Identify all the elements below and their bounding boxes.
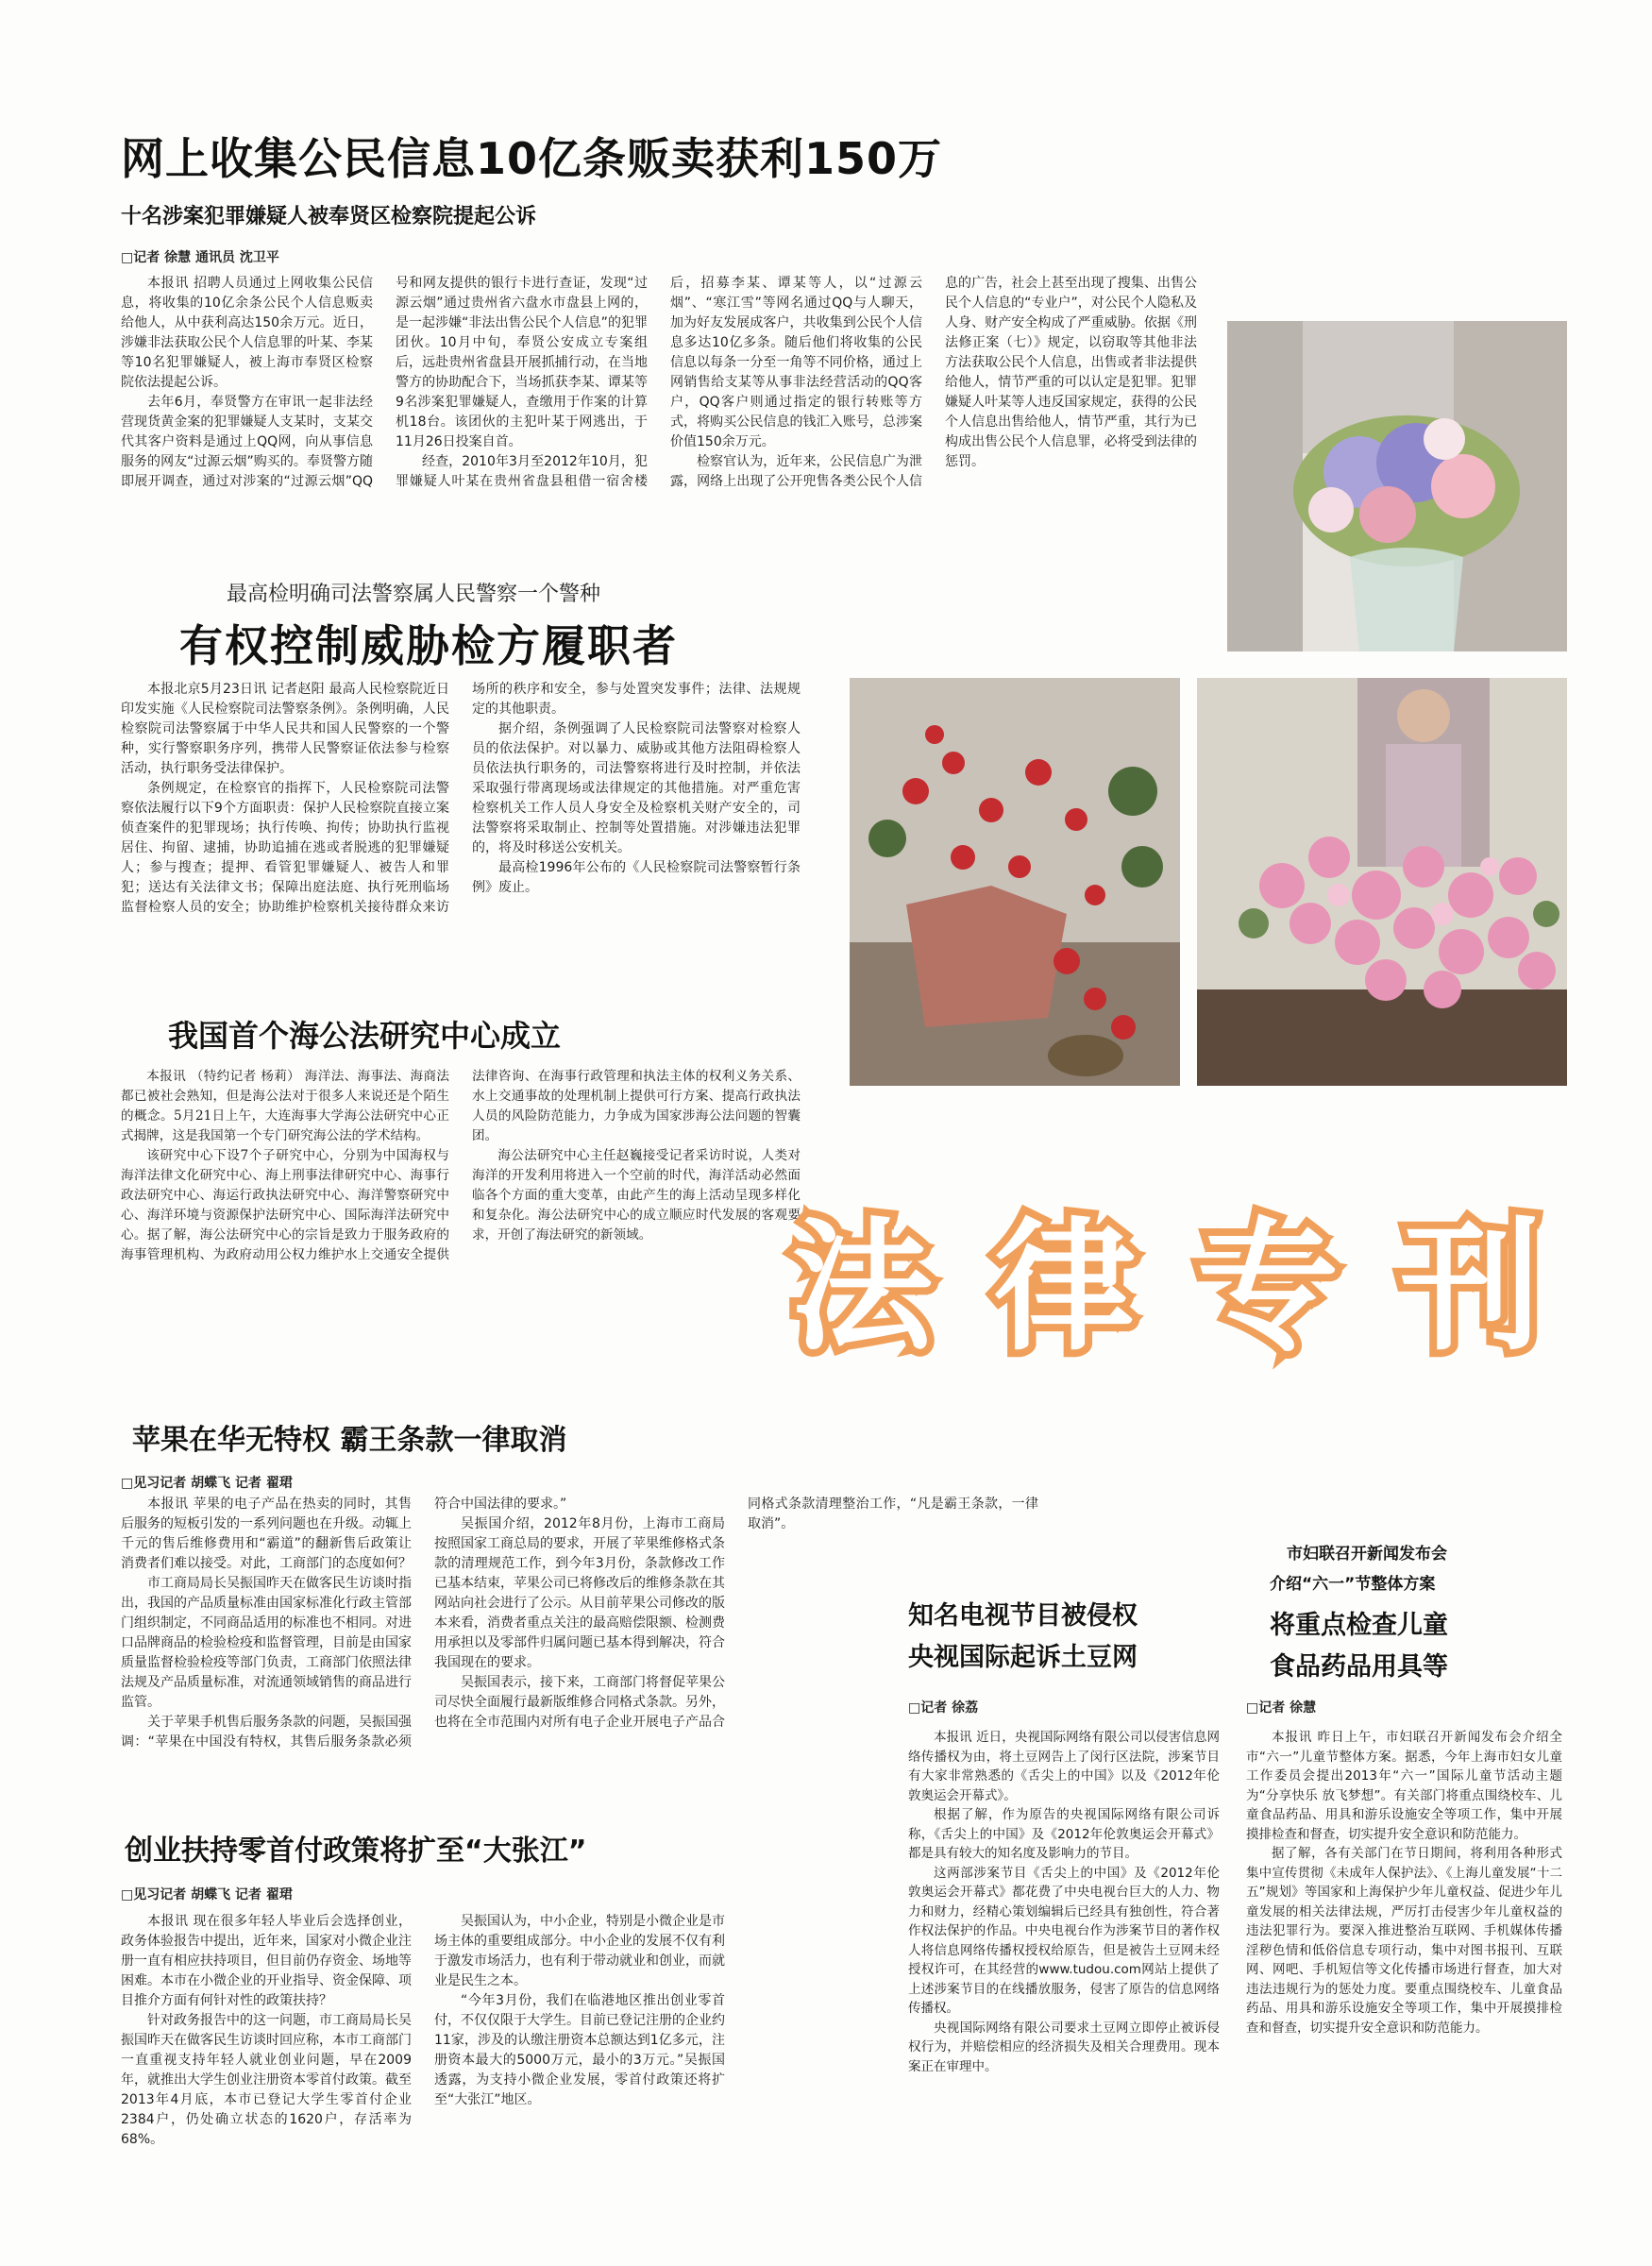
paragraph: 关于苹果手机售后服务条款的问题，吴振国强调：“苹果在中国没有特权，其售后服务条款必须符合中国法律的要求。”	[121, 1497, 567, 1750]
paragraph: 据了解，各有关部门在节日期间，将利用各种形式集中宣传贯彻《未成年人保护法》、《上海儿童发展“十二五”规划》等国家和上海保护少年儿童权益、促进少年儿童发展的相关法律法规，严厉打击侵害少年儿童权益的违法犯罪行为。要深入推进整治互联网、手机媒体传播淫秽色情和低俗信息专项行动，集中对图书报刊、互联网、网吧、手机短信等文化传播市场进行督查，加大对违法违规行为的惩处力度。要重点围绕校车、儿童食品药品、用具和游乐设施安全等项工作，集中开展摸排检查和督查，切实提升安全意识和防范能力。	[1246, 1846, 1562, 2036]
paragraph: 本报讯 招聘人员通过上网收集公民信息，将收集的10亿余条公民个人信息贩卖给他人，从中获利高达150余万元。近日，涉嫌非法获取公民个人信息罪的叶某、李某等10名犯罪嫌疑人，被上海市奉贤区检察院依法提起公诉。	[121, 276, 373, 390]
flower-vase-photo	[1227, 321, 1567, 651]
masthead-char: 律	[993, 1206, 1137, 1370]
article2-title: 有权控制威胁检方履职者	[179, 620, 678, 671]
paragraph: 吴振国介绍，2012年8月份，上海市工商局按照国家工商总局的要求，开展了苹果维修格式条款的清理规范工作，到今年3月份，条款修改工作已基本结束，苹果公司已将修改后的维修条款在其网站向社会进行了公示。从目前苹果公司修改的版本来看，消费者重点关注的最高赔偿限额、检测费用承担以及零部件归属问题已基本得到解决，符合我国现在的要求。	[434, 1516, 725, 1670]
article3-body	[121, 1067, 801, 1350]
article6-title-line: 知名电视节目被侵权	[908, 1601, 1138, 1631]
paragraph: “今年3月份，我们在临港地区推出创业零首付，不仅仅限于大学生。目前已登记注册的企业约11家，涉及的认缴注册资本总额达到1亿多元，注册资本最大的5000万元，最小的3万元。”吴振国透露，为支持小微企业发展，零首付政策还将扩至“大张江”地区。	[434, 1993, 725, 2107]
article7-title-line: 将重点检查儿童	[1270, 1611, 1448, 1640]
paragraph: 本报讯 苹果的电子产品在热卖的同时，其售后服务的短板引发的一系列问题也在升级。动辄上千元的售后维修费用和“霸道”的翻新售后政策让消费者们难以接受。对此，工商部门的态度如何？	[121, 1497, 412, 1571]
article7-title	[1270, 1605, 1448, 1688]
paragraph: 根据了解，作为原告的央视国际网络有限公司诉称，《舌尖上的中国》及《2012年伦敦奥运会开幕式》都是具有较大的知名度及影响力的节目。	[908, 1807, 1220, 1861]
pink-flowers-photo	[1197, 678, 1567, 1086]
article5-title: 创业扶持零首付政策将扩至“大张江”	[125, 1835, 587, 1868]
article1-body	[121, 274, 1197, 548]
article5-body	[121, 1912, 725, 2195]
flower-vase-image	[1227, 321, 1567, 651]
paragraph: 这两部涉案节目《舌尖上的中国》及《2012年伦敦奥运会开幕式》都花费了中央电视台巨大的人力、物力和财力，经精心策划编辑后已经具有独创性，符合著作权法保护的作品。中央电视台作为涉案节目的著作权人将信息网络传播权授权给原告，但是被告土豆网未经授权许可，在其经营的www.tudou.com网站上提供了上述涉案节目的在线播放服务，侵害了原告的信息网络传播权。	[908, 1865, 1220, 2016]
article4-byline: □见习记者 胡蝶飞 记者 翟珺	[121, 1476, 293, 1491]
article7-byline: □记者 徐慧	[1246, 1700, 1317, 1716]
article1-byline: □记者 徐慧 通讯员 沈卫平	[121, 250, 279, 265]
paragraph: 本报讯 现在很多年轻人毕业后会选择创业，政务体验报告中提出，近年来，国家对小微企业注册一直有相应扶持项目，但目前仍存资金、场地等困难。本市在小微企业的开业指导、资金保障、项目推介方面有何针对性的政策扶持？	[121, 1914, 412, 2008]
paragraph: 本报讯 （特约记者 杨莉） 海洋法、海事法、海商法都已被社会熟知，但是海公法对于很多人来说还是个陌生的概念。5月21日上午，大连海事大学海公法研究中心正式揭牌，这是我国第一个专门研究海公法的学术结构。	[121, 1069, 449, 1143]
paragraph: 本报讯 近日，央视国际网络有限公司以侵害信息网络传播权为由，将土豆网告上了闵行区法院，涉案节目有大家非常熟悉的《舌尖上的中国》以及《2012年伦敦奥运会开幕式》。	[908, 1730, 1220, 1803]
paragraph: 吴振国认为，中小企业，特别是小微企业是市场主体的重要组成部分。中小企业的发展不仅有利于激发市场活力，也有利于带动就业和创业，而就业是民生之本。	[434, 1914, 725, 1988]
paragraph: 据介绍，条例强调了人民检察院司法警察对检察人员的依法保护。对以暴力、威胁或其他方法阻碍检察人员依法执行职务的，司法警察将进行及时控制，并依法采取强行带离现场或法律规定的其他措施。对严重危害检察机关工作人员人身安全及检察机关财产安全的，司法警察将采取制止、控制等处置措施。对涉嫌违法犯罪的，将及时移送公安机关。	[472, 721, 801, 855]
article2-body	[121, 680, 801, 991]
paragraph: 条例规定，在检察官的指挥下，人民检察院司法警察依法履行以下9个方面职责：保护人民检察院直接立案侦查案件的犯罪现场；执行传唤、拘传；协助执行监视居住、拘留、逮捕，协助追捕在逃或者脱逃的犯罪嫌疑人；参与搜查；提押、看管犯罪嫌疑人、被告人和罪犯；送达有关法律文书；保障出庭法庭、执行死刑临场监督检察人员的安全；协助维护检察机关接待群众来访场所的秩序和安全，参与处置突发事件；法律、法规规定的其他职责。	[121, 682, 801, 915]
paragraph: 经查，2010年3月至2012年10月，犯罪嫌疑人叶某在贵州省盘县租借一宿舍楼后，招募李某、谭某等人，以“过源云烟”、“寒江雪”等网名通过QQ与人聊天，加为好友发展成客户，共收集到公民个人信息多达10亿多条。随后他们将收集的公民信息以每条一分至一角等不同价格，通过上网销售给支某等从事非法经营活动的QQ客户，QQ客户则通过指定的银行转账等方式，将购买公民信息的钱汇入账号，总涉案价值150余万元。	[396, 276, 922, 489]
article1-subtitle: 十名涉案犯罪嫌疑人被奉贤区检察院提起公诉	[121, 205, 537, 228]
article7-body	[1246, 1728, 1562, 2190]
article2-kicker: 最高检明确司法警察属人民警察一个警种	[227, 583, 601, 606]
paragraph: 市工商局局长吴振国昨天在做客民生访谈时指出，我国的产品质量标准由国家标准化行政主管部门组织制定，不同商品适用的标准也不相同。对进口品牌商品的检验检疫和监督管理，目前是由国家质量监督检验检疫等部门负责，工商部门依照法律法规及产品质量标准，对流通领域销售的商品进行监管。	[121, 1576, 412, 1710]
article7-kicker	[1270, 1539, 1447, 1599]
article1-title: 网上收集公民信息10亿条贩卖获利150万	[121, 133, 943, 184]
pink-flowers-image	[1197, 678, 1567, 1086]
masthead-char: 专	[1196, 1206, 1340, 1370]
article7-kicker-line: 介绍“六一”节整体方案	[1270, 1575, 1436, 1594]
masthead-law-special	[763, 1199, 1575, 1370]
paragraph: 本报讯 昨日上午，市妇联召开新闻发布会介绍全市“六一”儿童节整体方案。据悉，今年上海市妇女儿童工作委员会提出2013年“六一”国际儿童节活动主题为“分享快乐 放飞梦想”。有关部门将重点围绕校车、儿童食品药品、用具和游乐设施安全等项工作，集中开展摸排检查和督查，切实提升安全意识和防范能力。	[1246, 1730, 1562, 1842]
paragraph: 海公法研究中心主任赵巍接受记者采访时说，人类对海洋的开发利用将进入一个空前的时代，海洋活动必然面临各个方面的重大变革，由此产生的海上活动呈现多样化和复杂化。海公法研究中心的成立顺应时代发展的客观要求，开创了海法研究的新领域。	[472, 1148, 801, 1243]
paragraph: 针对政务报告中的这一问题，市工商局局长吴振国昨天在做客民生访谈时回应称，本市工商部门一直重视支持年轻人就业创业问题，早在2009年，就推出大学生创业注册资本零首付政策。截至2013年4月底，本市已登记大学生零首付企业2384户，仍处确立状态的1620户，存活率为68%。	[121, 2013, 412, 2147]
article6-title-line: 央视国际起诉土豆网	[908, 1643, 1138, 1672]
paragraph: 本报北京5月23日讯 记者赵阳 最高人民检察院近日印发实施《人民检察院司法警察条例》。条例明确，人民检察院司法警察属于中华人民共和国人民警察的一个警种，实行警察职务序列，携带人民警察证依法参与检察活动，执行职务受法律保护。	[121, 682, 449, 776]
masthead-text	[763, 1199, 1575, 1370]
paragraph: 去年6月，奉贤警方在审讯一起非法经营现货黄金案的犯罪嫌疑人支某时，支某交代其客户资料是通过上QQ网，向从事信息服务的网友“过源云烟”购买的。奉贤警方随即展开调查，通过对涉案的“过源云烟”QQ号和网友提供的银行卡进行查证，发现“过源云烟”通过贵州省六盘水市盘县上网的，是一起涉嫌“非法出售公民个人信息”的犯罪团伙。10月中旬，奉贤公安成立专案组后，远赴贵州省盘县开展抓捕行动，在当地警方的协助配合下，当场抓获李某、谭某等9名涉案犯罪嫌疑人，查缴用于作案的计算机18台。该团伙的主犯叶某于网逃出，于11月26日投案自首。	[121, 276, 648, 489]
article7-title-line: 食品药品用具等	[1270, 1652, 1448, 1682]
article6-body	[908, 1728, 1220, 2200]
paragraph: 央视国际网络有限公司要求土豆网立即停止被诉侵权行为，并赔偿相应的经济损失及相关合理费用。现本案正在审理中。	[908, 2020, 1220, 2074]
article6-byline: □记者 徐荔	[908, 1700, 979, 1716]
article3-title: 我国首个海公法研究中心成立	[168, 1018, 562, 1054]
article5-byline: □见习记者 胡蝶飞 记者 翟珺	[121, 1887, 293, 1902]
masthead-char: 法	[790, 1206, 934, 1370]
red-flowers-image	[850, 678, 1180, 1086]
paragraph: 检察官认为，近年来，公民信息广为泄露，网络上出现了公开兜售各类公民个人信息的广告，社会上甚至出现了搜集、出售公民个人信息的“专业户”，对公民个人隐私及人身、财产安全构成了严重威胁。依据《刑法修正案（七）》规定，以窃取等其他非法方法获取公民个人信息，出售或者非法提供给他人，情节严重的可以认定是犯罪。犯罪嫌疑人叶某等人违反国家规定，获得的公民个人信息出售给他人，情节严重，其行为已构成出售公民个人信息罪，必将受到法律的惩罚。	[670, 276, 1197, 489]
masthead-char: 刊	[1399, 1206, 1542, 1370]
paragraph: 吴振国表示，接下来，工商部门将督促苹果公司尽快全面履行最新版维修合同格式条款。另外，也将在全市范围内对所有电子企业开展电子产品合同格式条款清理整治工作，“凡是霸王条款，一律取消”。	[434, 1497, 1038, 1730]
red-flowers-photo	[850, 678, 1180, 1086]
paragraph: 该研究中心下设7个子研究中心，分别为中国海权与海洋法律文化研究中心、海上刑事法律研究中心、海事行政法研究中心、海运行政执法研究中心、海洋警察研究中心、海洋环境与资源保护法研究中心、国际海洋法研究中心。据了解，海公法研究中心的宗旨是致力于服务政府的海事管理机构、为政府动用公权力维护水上交通安全提供法律咨询、在海事行政管理和执法主体的权利义务关系、水上交通事故的处理机制上提供可行方案、提高行政执法人员的风险防范能力，力争成为国家涉海公法问题的智囊团。	[121, 1069, 801, 1262]
article7-kicker-line: 市妇联召开新闻发布会	[1287, 1545, 1447, 1564]
article4-title: 苹果在华无特权 霸王条款一律取消	[132, 1424, 567, 1457]
article6-title	[908, 1596, 1138, 1679]
paragraph: 最高检1996年公布的《人民检察院司法警察暂行条例》废止。	[472, 860, 801, 895]
